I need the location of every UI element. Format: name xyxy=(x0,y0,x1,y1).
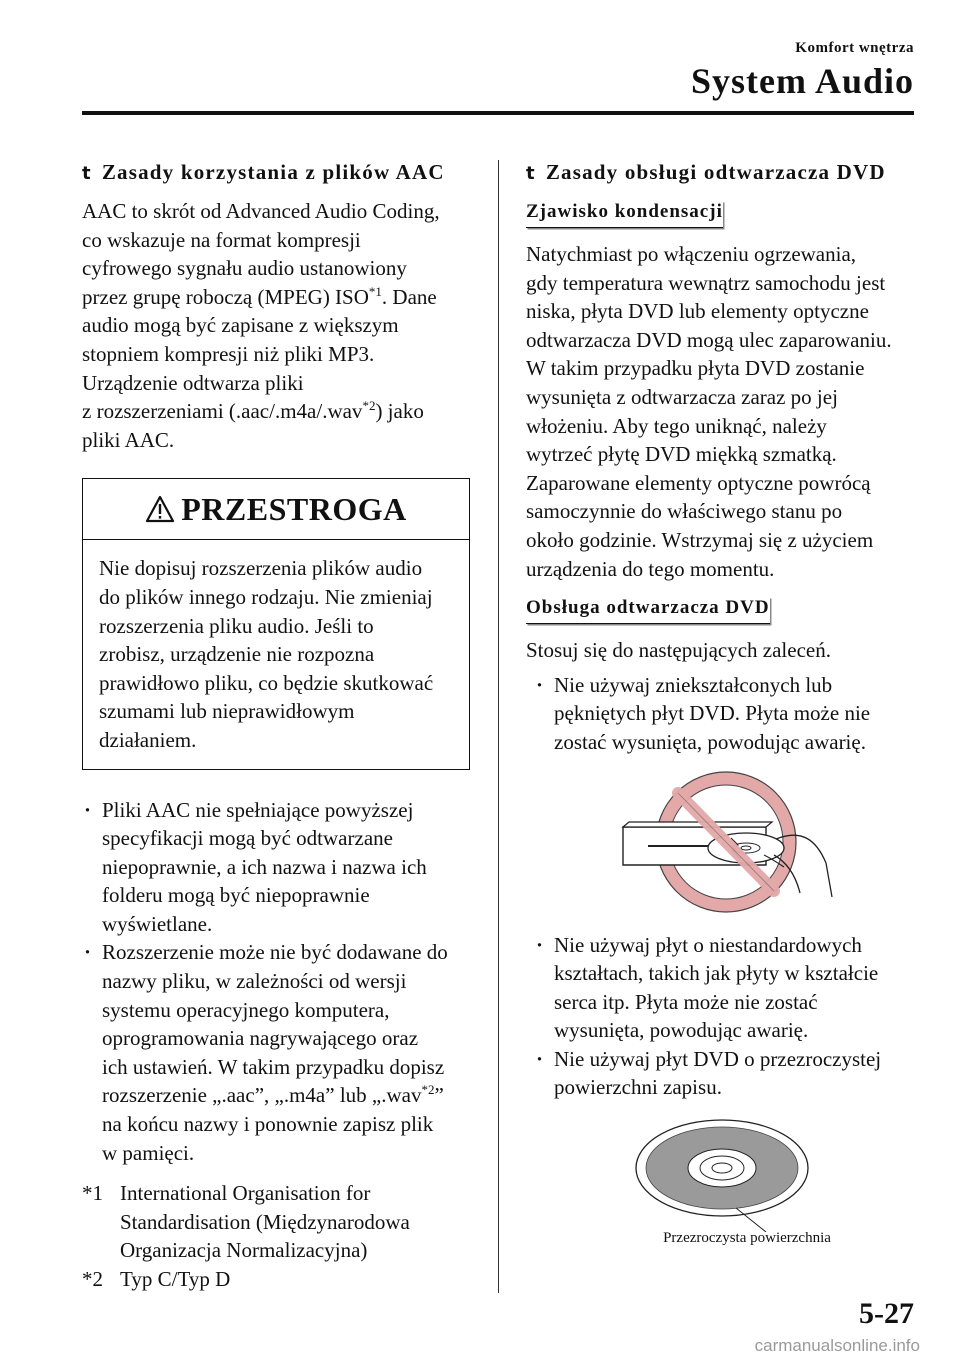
caution-text: Nie dopisuj rozszerzenia plików audio do plików innego rodzaju. Nie zmieniaj rozszerzenia pliku audio. Jeśli to zrobisz, urządzenie nie rozpozna prawidłowo pliku, co będzie skutkować szumami lub nieprawidłowym działaniem. xyxy=(99,556,434,752)
disc-caption: Przezroczysta powierzchnia xyxy=(663,1230,831,1247)
watermark: carmanualsonline.info xyxy=(754,1336,920,1355)
bullet-dot-icon: · xyxy=(536,1046,544,1071)
list-item: · Nie używaj płyt DVD o przezroczystej powierzchni zapisu. xyxy=(536,1046,882,1100)
section-bullet-icon: t xyxy=(526,163,536,184)
list-item: · Rozszerzenie może nie być dodawane do nazwy pliku, w zależności od wersji systemu operacyjnego komputera, oprogramowania nagrywającego oraz ich ustawień. W takim przypadku dopisz rozszerzenie „.aac”, „.m4a” lub „.wav$^{*2}$” na końcu nazwy i ponownie zapisz plik w pamięci. xyxy=(84,940,448,1165)
subheading-dvd-handling: Obsługa odtwarzacza DVD xyxy=(526,597,770,624)
footnote-ref: *2 xyxy=(421,1082,435,1098)
caution-box xyxy=(82,478,470,769)
header-rule xyxy=(82,111,914,115)
transparent-disc-illustration xyxy=(526,1112,920,1232)
bullet-dot-icon: · xyxy=(84,940,92,965)
section-bullet-icon: t xyxy=(82,163,92,184)
no-damaged-disc-illustration xyxy=(526,767,920,917)
condensation-paragraph: Natychmiast po włączeniu ogrzewania, gdy temperatura wewnątrz samochodu jest niska, płyta DVD lub elementy optyczne odtwarzacza DVD mogą ulec zaparowaniu. W takim przypadku płyta DVD zostanie wysunięta z odtwarzacza zaraz po jej włożeniu. Aby tego uniknąć, należy wytrzeć płytę DVD miękką szmatką. Zaparowane elementy optyczne powrócą samoczynnie do właściwego stanu po około godzinie. Wstrzymaj się z użyciem urządzenia do tego momentu. xyxy=(526,242,892,581)
section-heading-dvd xyxy=(526,160,920,185)
column-divider xyxy=(498,160,499,1293)
bullet-dot-icon: · xyxy=(84,797,92,822)
footnote-ref: *1 xyxy=(368,283,382,299)
chapter-title: System Audio xyxy=(690,61,914,101)
list-item: · Nie używaj płyt o niestandardowych kształtach, takich jak płyty w kształcie serca itp. Płyta może nie zostać wysunięta, powodując awarię. xyxy=(536,932,879,1043)
page-number: 5-27 xyxy=(859,1297,914,1330)
footnotes xyxy=(82,1179,472,1293)
right-column xyxy=(526,160,920,1247)
warning-triangle-icon xyxy=(145,495,175,523)
list-item: · Pliki AAC nie spełniające powyższej specyfikacji mogą być odtwarzane niepoprawnie, a ich nazwa i nazwa ich folderu mogą być niepoprawnie wyświetlane. xyxy=(84,797,427,936)
section-heading-text: Zasady obsługi odtwarzacza DVD xyxy=(545,160,886,184)
footnote-2: *2 Typ C/Typ D xyxy=(82,1267,231,1291)
bullet-dot-icon: · xyxy=(536,932,544,957)
chapter-label: Komfort wnętrza xyxy=(795,40,914,56)
list-item: · Nie używaj zniekształconych lub pękniętych płyt DVD. Płyta może nie zostać wysunięta, powodując awarię. xyxy=(536,672,871,754)
left-column xyxy=(82,160,472,1294)
dvd-warning-list-1 xyxy=(534,671,920,757)
bullet-dot-icon: · xyxy=(536,672,544,697)
subheading-condensation: Zjawisko kondensacji xyxy=(526,201,723,228)
section-heading-aac xyxy=(82,160,472,185)
section-heading-text: Zasady korzystania z plików AAC xyxy=(101,160,445,184)
aac-notes-list xyxy=(82,796,472,1168)
footnote-ref: *2 xyxy=(362,398,376,414)
handling-intro: Stosuj się do następujących zaleceń. xyxy=(526,638,831,663)
dvd-warning-list-2 xyxy=(534,931,920,1103)
aac-intro-paragraph: AAC to skrót od Advanced Audio Coding, co wskazuje na format kompresji cyfrowego sygnału audio ustanowiony przez grupę roboczą (MPEG) ISO$^{*1}$. Dane audio mogą być zapisane z większym stopniem kompresji niż pliki MP3. Urządzenie odtwarza pliki z rozszerzeniami (.aac/.m4a/.wav$^{*2}$) jako pliki AAC. xyxy=(82,199,440,452)
footnote-1: *1 International Organisation for Standardisation (Międzynarodowa Organizacja Normalizacyjna) xyxy=(82,1181,410,1263)
caution-title: PRZESTROGA xyxy=(83,479,469,540)
